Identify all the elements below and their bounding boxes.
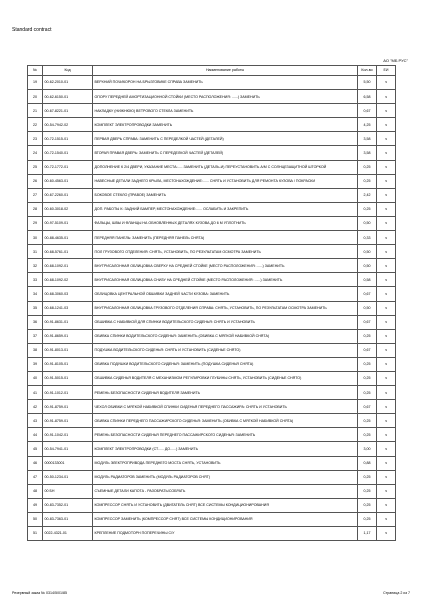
table-row: [28, 315, 396, 329]
row-unit: ч: [377, 470, 396, 484]
row-number: 36: [28, 315, 43, 329]
row-description: ФАЛЬЦЫ, ШВЫ И ФЛАНЦЫ НА ОБНОВЛЕННЫХ ДЕТАЛЯХ КУЗОВА ДО 6 М УПЛОТНИТЬ: [93, 216, 358, 230]
row-description: ДОП. РАБОТЫ К: ЗАДНИЙ БАМПЕР, МЕСТОНАХОЖДЕНИЕ:...... ОСЛАБИТЬ И ЗАКРЕПИТЬ: [93, 202, 358, 216]
row-description: КОМПЛЕКТ ЭЛЕКТРОПРОВОДКИ (СТ...... ДО......) ЗАМЕНИТЬ: [93, 442, 358, 456]
row-unit: ч: [377, 386, 396, 400]
row-number: 44: [28, 428, 43, 442]
row-description: ЧЕХОЛ ОБИВКИ С МЯГКОЙ НАБИВКОЙ СПИНКИ СИДЕНЬЯ ПЕРЕДНЕГО ПАССАЖИРА: СНЯТЬ И УСТАНОВИТЬ: [93, 400, 358, 414]
row-description: РЕМЕНЬ БЕЗОПАСНОСТИ СИДЕНЬЯ ПЕРЕДНЕГО ПАССАЖИРСКОГО СИДЕНЬЯ: ЗАМЕНИТЬ: [93, 428, 358, 442]
table-header-row: [28, 66, 396, 76]
row-code: 00-67-2260-01: [43, 188, 93, 202]
row-number: 39: [28, 357, 43, 371]
row-number: 32: [28, 259, 43, 273]
row-number: 34: [28, 287, 43, 301]
row-code: 0000133001: [43, 456, 93, 470]
row-unit: ч: [377, 202, 396, 216]
row-unit: ч: [377, 512, 396, 526]
row-unit: ч: [377, 414, 396, 428]
row-quantity: 0,67: [358, 287, 377, 301]
row-description: ВЕРХНИЙ ПОЧИКОРОН НА БРЫЗГОВИКЕ СПРАВА ЗАМЕНИТЬ: [93, 76, 358, 90]
table-row: [28, 527, 396, 541]
row-code: 00-91-8759-01: [43, 400, 93, 414]
table-row: [28, 428, 396, 442]
row-unit: ч: [377, 527, 396, 541]
row-quantity: 0,58: [358, 273, 377, 287]
row-description: КОМПЛЕКТ ЭЛЕКТРОПРОВОДКИ ЗАМЕНИТЬ: [93, 118, 358, 132]
table-row: [28, 498, 396, 512]
row-quantity: 0,25: [358, 174, 377, 188]
row-quantity: 0,25: [358, 329, 377, 343]
row-number: 31: [28, 245, 43, 259]
row-code: 00-91-1012-01: [43, 386, 93, 400]
company-reference: АО "МБ РУС": [383, 58, 408, 63]
row-code: 00-91-8105-01: [43, 357, 93, 371]
row-unit: ч: [377, 104, 396, 118]
row-quantity: 0,88: [358, 456, 377, 470]
row-description: ОБИВКА ПОДУШКИ ВОДИТЕЛЬСКОГО СИДЕНЬЯ: ЗАМЕНИТЬ (ПОДУШКА СИДЕНЬЯ СНЯТА): [93, 357, 358, 371]
row-description: БОКОВОЕ СТЕКЛО (ПРАВОЕ) ЗАМЕНИТЬ: [93, 188, 358, 202]
row-quantity: 0,50: [358, 216, 377, 230]
row-description: НАКЛАДКУ (НИЖНЮЮ) ВЕТРОВОГО СТЕКЛА ЗАМЕНИТЬ: [93, 104, 358, 118]
row-quantity: 0,25: [358, 414, 377, 428]
row-quantity: 0,50: [358, 301, 377, 315]
row-unit: ч: [377, 146, 396, 160]
table-row: [28, 371, 396, 385]
row-quantity: 0,67: [358, 343, 377, 357]
row-description: МОДУЛЬ РАДИАТОРОВ ЗАМЕНИТЬ (МОДУЛЬ РАДИАТОРОВ СНЯТ): [93, 470, 358, 484]
row-quantity: 0,25: [358, 371, 377, 385]
table-row: [28, 202, 396, 216]
column-header-number: №: [28, 66, 43, 76]
row-code: 00-60-4563-01: [43, 174, 93, 188]
document-title: Standard contract: [12, 27, 52, 33]
row-unit: ч: [377, 216, 396, 230]
row-number: 29: [28, 216, 43, 230]
row-description: НАВЕСНЫЕ ДЕТАЛИ ЗАДНЕГО КРЫЛА, МЕСТОНАХОЖДЕНИЕ:...... СНЯТЬ И УСТАНОВИТЬ ДЛЯ РЕМОНТА КУЗОВА / ПОКРАСКИ: [93, 174, 358, 188]
row-code: 0022-4321-01: [43, 527, 93, 541]
row-unit: ч: [377, 245, 396, 259]
table-row: [28, 132, 396, 146]
row-description: СЪЕМНЫЕ ДЕТАЛИ КАПОТА - РАЗОБРАТЬ/СОБРАТЬ: [93, 484, 358, 498]
row-number: 38: [28, 343, 43, 357]
row-code: 00-62-2010-01: [43, 76, 93, 90]
row-number: 37: [28, 329, 43, 343]
row-code: 00-91-5015-01: [43, 371, 93, 385]
row-unit: ч: [377, 76, 396, 90]
row-description: ВНУТРИСАЛОННАЯ ОБЛИЦОВКА СВЕРХУ НА СРЕДНЕЙ СТОЙКЕ (МЕСТО РАСПОЛОЖЕНИЯ: ......) ЗАМЕНИТЬ: [93, 259, 358, 273]
row-code: 00-91-8659-01: [43, 329, 93, 343]
row-unit: ч: [377, 118, 396, 132]
row-description: ПЕРВАЯ ДВЕРЬ СПРАВА: ЗАМЕНИТЬ С ПЕРЕДЕЛКОЙ ЧАСТЕЙ (ДЕТАЛЕЙ): [93, 132, 358, 146]
row-code: 00-88-4635-01: [43, 231, 93, 245]
row-code: 00-62-6150-01: [43, 90, 93, 104]
row-description: ПОДУШКА ВОДИТЕЛЬСКОГО СИДЕНЬЯ: СНЯТЬ И УСТАНОВИТЬ (СИДЕНЬЕ СНЯТО): [93, 343, 358, 357]
row-code: 00-91-8631-01: [43, 315, 93, 329]
footer-order-number: Резервный заказ № 0314/5/01/85: [12, 591, 67, 595]
row-code: 00-72-1515-01: [43, 132, 93, 146]
row-number: 20: [28, 90, 43, 104]
table-row: [28, 174, 396, 188]
table-row: [28, 484, 396, 498]
table-row: [28, 231, 396, 245]
row-unit: ч: [377, 329, 396, 343]
row-description: ВНУТРИСАЛОННАЯ ОБЛИЦОВКА ГРУЗОВОГО ОТДЕЛЕНИЯ СПРАВА: СНЯТЬ, УСТАНОВИТЬ, ПО РЕЗУЛЬТАТАМ ОСМОТРА ЗАМЕНИТЬ: [93, 301, 358, 315]
table-row: [28, 400, 396, 414]
row-unit: ч: [377, 400, 396, 414]
row-quantity: 4,25: [358, 118, 377, 132]
row-quantity: 0,67: [358, 104, 377, 118]
table-row: [28, 343, 396, 357]
row-code: 00-68-1092-02: [43, 273, 93, 287]
row-code: 00-50-1234-01: [43, 470, 93, 484]
row-number: 19: [28, 76, 43, 90]
table-row: [28, 329, 396, 343]
row-quantity: 0,25: [358, 357, 377, 371]
row-quantity: 0,67: [358, 400, 377, 414]
row-code: 00-60-3018-02: [43, 202, 93, 216]
footer-page-number: Страница 2 из 7: [383, 591, 410, 595]
row-number: 40: [28, 371, 43, 385]
row-unit: ч: [377, 90, 396, 104]
table-row: [28, 456, 396, 470]
table-row: [28, 442, 396, 456]
column-header-quantity: Кол-во: [358, 66, 377, 76]
row-quantity: 2,42: [358, 188, 377, 202]
row-number: 24: [28, 146, 43, 160]
row-number: 41: [28, 386, 43, 400]
row-quantity: 6,58: [358, 90, 377, 104]
table-row: [28, 414, 396, 428]
row-number: 43: [28, 414, 43, 428]
row-unit: ч: [377, 160, 396, 174]
row-code: 00-91-8013-01: [43, 343, 93, 357]
row-number: 35: [28, 301, 43, 315]
table-row: [28, 287, 396, 301]
row-unit: ч: [377, 259, 396, 273]
row-description: ВНУТРИСАЛОННАЯ ОБЛИЦОВКА СНИЗУ НА СРЕДНЕЙ СТОЙКЕ (МЕСТО РАСПОЛОЖЕНИЯ: ......) ЗАМЕНИТЬ: [93, 273, 358, 287]
row-number: 48: [28, 484, 43, 498]
row-unit: ч: [377, 231, 396, 245]
row-quantity: 0,25: [358, 512, 377, 526]
row-description: РЕМЕНЬ БЕЗОПАСНОСТИ СИДЕНЬЯ ВОДИТЕЛЯ ЗАМЕНИТЬ: [93, 386, 358, 400]
row-unit: ч: [377, 357, 396, 371]
row-code: 00-54-7942-02: [43, 118, 93, 132]
row-quantity: 0,50: [358, 245, 377, 259]
row-number: 26: [28, 174, 43, 188]
row-description: ОБЛИЦОВКА ЦЕНТРАЛЬНОЙ ОБШИВКИ ЗАДНЕЙ ЧАСТИ КУЗОВА: ЗАМЕНИТЬ: [93, 287, 358, 301]
row-number: 46: [28, 456, 43, 470]
row-unit: ч: [377, 301, 396, 315]
row-code: 00-91-1042-01: [43, 428, 93, 442]
row-code: 00-97-5109-01: [43, 216, 93, 230]
row-number: 22: [28, 118, 43, 132]
row-description: ОБИВКА СПИНКИ ВОДИТЕЛЬСКОГО СИДЕНЬЯ: ЗАМЕНИТЬ (ОБИВКА С МЯГКОЙ НАБИВКОЙ СНЯТА): [93, 329, 358, 343]
row-unit: ч: [377, 315, 396, 329]
table-body: [28, 76, 396, 541]
table-row: [28, 118, 396, 132]
row-description: МОДУЛЬ ЭЛЕКТРОПРИВОДА ПЕРЕДНЕГО МОСТА СНЯТЬ, УСТАНОВИТЬ: [93, 456, 358, 470]
row-description: КОМПРЕССОР СНЯТЬ И УСТАНОВИТЬ (ДВИГАТЕЛЬ СНЯТ) ВСЕ СИСТЕМЫ КОНДИЦИОНИРОВАНИЯ: [93, 498, 358, 512]
table-row: [28, 357, 396, 371]
row-number: 49: [28, 498, 43, 512]
row-quantity: 0,25: [358, 428, 377, 442]
row-number: 28: [28, 202, 43, 216]
row-number: 33: [28, 273, 43, 287]
table-row: [28, 216, 396, 230]
table-row: [28, 301, 396, 315]
table-row: [28, 90, 396, 104]
row-quantity: 0,25: [358, 386, 377, 400]
row-code: 00-68-3060-03: [43, 287, 93, 301]
row-unit: ч: [377, 371, 396, 385]
row-description: ВТОРАЯ ПРАВАЯ ДВЕРЬ: ЗАМЕНИТЬ С ПЕРЕДЕЛКОЙ ЧАСТЕЙ (ДЕТАЛЕЙ): [93, 146, 358, 160]
row-number: 47: [28, 470, 43, 484]
row-description: КОМПРЕССОР ЗАМЕНИТЬ (КОМПРЕССОР СНЯТ) ВСЕ СИСТЕМЫ КОНДИЦИОНИРОВАНИЯ: [93, 512, 358, 526]
row-code: 00-72-1772-01: [43, 160, 93, 174]
row-code: 00 БН: [43, 484, 93, 498]
row-quantity: 0,25: [358, 160, 377, 174]
row-quantity: 0,67: [358, 315, 377, 329]
row-quantity: 0,50: [358, 259, 377, 273]
row-description: ОБИВКА СПИНКИ ПЕРЕДНЕГО ПАССАЖИРСКОГО СИДЕНЬЯ: ЗАМЕНИТЬ (ОБИВКА С МЯГКОЙ НАБИВКОЙ СНЯТА): [93, 414, 358, 428]
row-quantity: 5,50: [358, 76, 377, 90]
work-items-table: [27, 65, 396, 541]
table-row: [28, 188, 396, 202]
row-code: 00-83-7352-01: [43, 498, 93, 512]
table-row: [28, 512, 396, 526]
row-unit: ч: [377, 484, 396, 498]
table-row: [28, 146, 396, 160]
table-row: [28, 76, 396, 90]
row-number: 27: [28, 188, 43, 202]
row-quantity: 0,25: [358, 202, 377, 216]
column-header-code: Код: [43, 66, 93, 76]
row-description: КРЕПЛЕНИЕ ПОДМОТОРН ПОПЕРЕЧИНЫ С/У: [93, 527, 358, 541]
row-quantity: 3,58: [358, 146, 377, 160]
row-unit: ч: [377, 273, 396, 287]
row-number: 30: [28, 231, 43, 245]
row-quantity: 0,33: [358, 231, 377, 245]
row-description: ОБШИВКА СИДЕНЬЯ ВОДИТЕЛЯ С МЕХАНИЗМОМ РЕГУЛИРОВКИ ГЛУБИНЫ СНЯТЬ, УСТАНОВИТЬ (СИДЕНЬЕ СНЯТО): [93, 371, 358, 385]
row-number: 45: [28, 442, 43, 456]
row-number: 51: [28, 527, 43, 541]
row-code: 00-68-5761-01: [43, 245, 93, 259]
row-number: 42: [28, 400, 43, 414]
row-description: ОБШИВКА С НАБИВКОЙ ДЛЯ СПИНКИ ВОДИТЕЛЬСКОГО СИДЕНЬЯ: СНЯТЬ И УСТАНОВИТЬ: [93, 315, 358, 329]
row-quantity: 0,25: [358, 470, 377, 484]
table-row: [28, 386, 396, 400]
row-number: 21: [28, 104, 43, 118]
row-code: 00-83-7363-01: [43, 512, 93, 526]
row-description: ОПОРУ ПЕРЕДНЕЙ АМОРТИЗАЦИОННОЙ СТОЙКИ (МЕСТО РАСПОЛОЖЕНИЯ: ......) ЗАМЕНИТЬ: [93, 90, 358, 104]
row-unit: ч: [377, 132, 396, 146]
row-code: 00-91-8759-01: [43, 414, 93, 428]
row-number: 25: [28, 160, 43, 174]
table-row: [28, 259, 396, 273]
row-unit: ч: [377, 287, 396, 301]
row-quantity: 3,00: [358, 442, 377, 456]
row-unit: ч: [377, 498, 396, 512]
table-row: [28, 160, 396, 174]
row-quantity: 1,17: [358, 527, 377, 541]
column-header-unit: ЕИ: [377, 66, 396, 76]
row-description: ПОЛ ГРУЗОВОГО ОТДЕЛЕНИЯ: СНЯТЬ, УСТАНОВИТЬ, ПО РЕЗУЛЬТАТАМ ОСМОТРА ЗАМЕНИТЬ: [93, 245, 358, 259]
table-row: [28, 470, 396, 484]
row-quantity: 3,58: [358, 132, 377, 146]
table-row: [28, 104, 396, 118]
column-header-description: Наименование работы: [93, 66, 358, 76]
row-unit: ч: [377, 188, 396, 202]
row-unit: ч: [377, 442, 396, 456]
row-number: 50: [28, 512, 43, 526]
row-quantity: 0,25: [358, 484, 377, 498]
row-code: 00-68-1241-03: [43, 301, 93, 315]
row-description: ДОПОЛНЕНИЕ К 2/4 ДВЕРИ, УКАЗАНИЕ МЕСТА:..... ЗАМЕНИТЬ (ДЕТАЛЬ-И) ПЕРЕУСТАНОВИТЬ А/М С СОЛНЦЕЗАЩИТНОЙ ШТОРКОЙ: [93, 160, 358, 174]
row-unit: ч: [377, 174, 396, 188]
row-code: 00-72-1540-01: [43, 146, 93, 160]
row-code: 00-67-8221-01: [43, 104, 93, 118]
row-number: 23: [28, 132, 43, 146]
row-description: ПЕРЕДНЯЯ ПАНЕЛЬ: ЗАМЕНИТЬ (ПЕРЕДНЯЯ ПАНЕЛЬ СНЯТА): [93, 231, 358, 245]
row-unit: ч: [377, 456, 396, 470]
row-code: 00-68-1092-01: [43, 259, 93, 273]
row-quantity: 0,25: [358, 498, 377, 512]
row-code: 00-54-7941-01: [43, 442, 93, 456]
table-row: [28, 245, 396, 259]
table-row: [28, 273, 396, 287]
row-unit: ч: [377, 343, 396, 357]
row-unit: ч: [377, 428, 396, 442]
